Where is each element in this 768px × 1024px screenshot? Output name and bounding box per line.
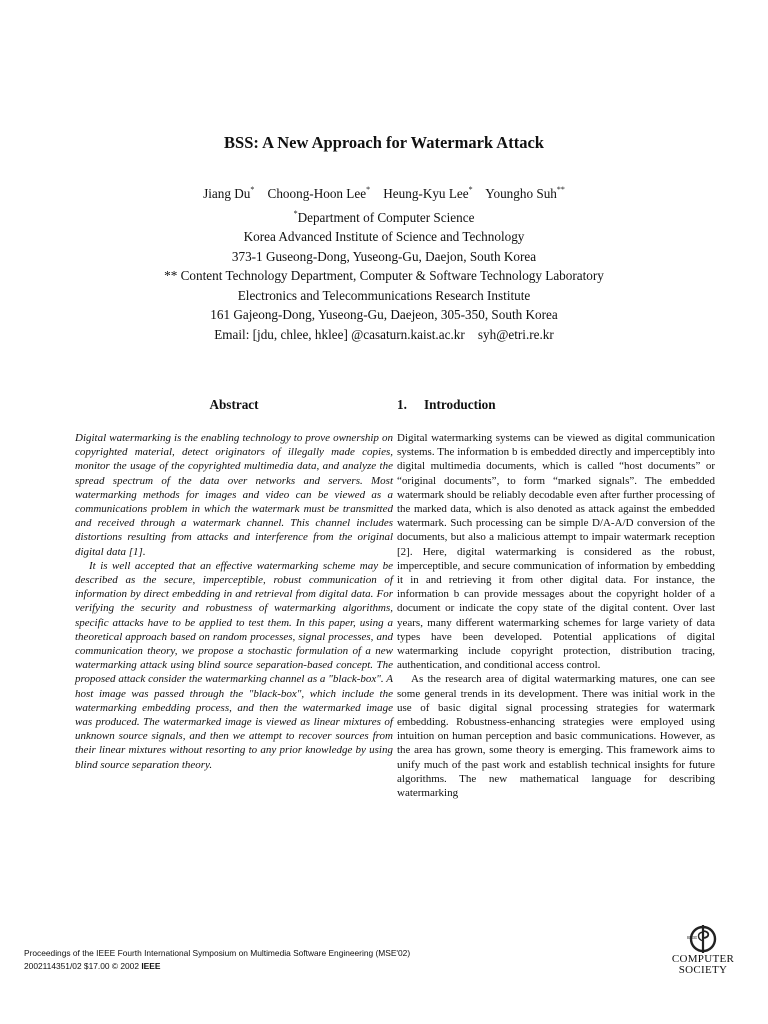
paper-title: BSS: A New Approach for Watermark Attack	[224, 133, 544, 152]
affiliation-line: Electronics and Telecommunications Research Institute	[237, 287, 531, 303]
abstract-heading: Abstract	[209, 397, 259, 412]
abstract-column	[75, 397, 393, 772]
author-mark: **	[556, 185, 565, 194]
abstract-paragraph: Digital watermarking is the enabling technology to prove ownership on copyrighted material, detect originators of illegally made copies, monitor the usage of the copyrighted multimedia data, and analyze the spread spectrum of the data over networks and servers. Most watermarking methods for images and video can be viewed as a communications problem in which the watermark must be transmitted and received through a watermark channel. This channel includes distortions resulting from attacks and interference from the original digital data [1].	[75, 432, 393, 558]
logo-line-computer: COMPUTER	[671, 953, 735, 965]
computer-society-logo	[658, 924, 748, 976]
section-title: Introduction	[424, 397, 496, 412]
proceedings-line: Proceedings of the IEEE Fourth International Symposium on Multimedia Software Engineering (MSE'02)	[24, 948, 411, 958]
copyright-line: 2002114351/02 $17.00 © 2002 IEEE	[24, 961, 161, 971]
body-paragraph: As the research area of digital watermarking matures, one can see some general trends in its development. There was initial work in the use of basic digital signal processing strategies for watermark embedding. Robustness-enhancing strategies were employed using intuition on human perception and basic communications. However, as the area has grown, some theory is emerging. This framework aims to unify much of the past work and establish technical insights for future algorithms. The new mathematical language for describing watermarking	[397, 673, 715, 800]
abstract-text	[75, 431, 393, 772]
author-name: Jiang Du	[203, 186, 251, 201]
author-mark: *	[468, 185, 473, 194]
footer	[24, 947, 410, 973]
author-mark: *	[250, 185, 255, 194]
introduction-heading	[397, 397, 715, 431]
introduction-text	[397, 431, 715, 800]
body-paragraph: Digital watermarking systems can be viewed as digital communication systems. The information b is embedded directly and imperceptibly into digital multimedia documents, which is called “host documents” or “original documents”, to form “marked signals”. The embedded watermark should be reliably decodable even after further processing of the marked data, which is also denoted as attack against the embedded watermark. Such processing can be simple D/A-A/D conversion of the documents, but also a malicious attempt to impair watermark reception [2]. Here, digital watermarking is considered as the robust, imperceptible, and secure communication of information by embedding it in and retrieving it from other digital data. For instance, the information b can provide messages about the copyright holder of a document or indicate the copy state of the digital content. Over last years, many different watermarking schemes for large variety of data types have been developed. Potential applications of digital watermarking include copyright protection, distribution tracing, authentication, and conditional access control.	[397, 432, 715, 672]
author-mark: *	[366, 185, 371, 194]
abstract-paragraph: It is well accepted that an effective watermarking scheme may be described as the secure, imperceptible, robust communication of information by direct embedding in and retrieval from digital data. For verifying the security and robustness of watermarking algorithms, specific attacks have to be applied to test them. In this paper, using a theoretical approach based on random processes, signal processes, and communication theory, we propose a stochastic formulation of a new watermarking attack using blind source separation-based concept. The proposed attack consider the watermarking channel as a "black-box". A host image was passed through the "black-box", which include the watermarking embedding process, and then the watermarked image was produced. The watermarked image is viewed as linear mixtures of unknown source signals, and then we attempt to recover sources from their linear mixtures without resorting to any prior knowledge by using blind source separation theory.	[75, 559, 393, 771]
logo-line-society: SOCIETY	[678, 963, 728, 976]
affiliation-line: 373-1 Guseong-Dong, Yuseong-Gu, Daejon, South Korea	[231, 248, 537, 264]
introduction-column	[397, 397, 715, 800]
author-name: Heung-Kyu Lee	[383, 186, 469, 201]
affiliation-line: *Department of Computer Science	[293, 208, 475, 225]
author-list	[0, 180, 768, 204]
computer-society-emblem-icon	[673, 924, 733, 954]
ieee-label: IEEE	[141, 961, 161, 971]
author-name: Choong-Hoon Lee	[267, 186, 367, 201]
email-line: Email: [jdu, chlee, hklee] @casaturn.kaist.ac.kr syh@etri.re.kr	[214, 326, 554, 342]
logo-small-text: IEEE	[687, 935, 698, 940]
author-block	[0, 180, 768, 344]
section-number: 1.	[397, 397, 407, 412]
author-name: Youngho Suh	[485, 186, 557, 201]
affiliation-line: Korea Advanced Institute of Science and Technology	[243, 229, 525, 244]
affiliation-line: 161 Gajeong-Dong, Yuseong-Gu, Daejeon, 305-350, South Korea	[210, 307, 558, 322]
affiliation-mark: *	[293, 208, 298, 218]
affiliation-line: ** Content Technology Department, Computer & Software Technology Laboratory	[164, 268, 604, 283]
